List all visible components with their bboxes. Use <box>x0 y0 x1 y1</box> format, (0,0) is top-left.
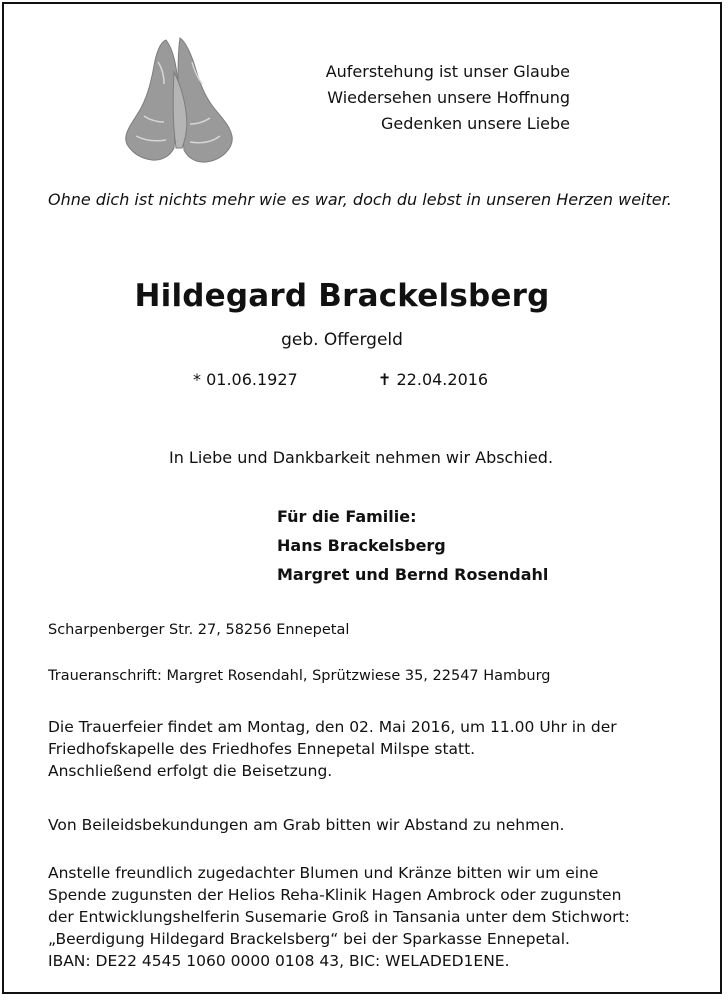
notice-frame <box>2 2 722 994</box>
family-block <box>277 502 548 589</box>
motto-line: Auferstehung ist unser Glaube <box>325 62 570 81</box>
family-member: Margret und Bernd Rosendahl <box>277 565 549 584</box>
maiden-name: geb. Offergeld <box>281 330 403 350</box>
birth-date: * 01.06.1927 <box>193 370 298 389</box>
deceased-name: Hildegard Brackelsberg <box>134 278 550 314</box>
death-date: ✝ 22.04.2016 <box>378 370 489 389</box>
ceremony-line: Die Trauerfeier findet am Montag, den 02. Mai 2016, um 11.00 Uhr in der <box>48 718 617 736</box>
praying-hands-icon <box>114 32 239 167</box>
donation-line: „Beerdigung Hildegard Brackelsberg“ bei der Sparkasse Ennepetal. <box>48 930 570 948</box>
donation-paragraph <box>48 862 630 972</box>
motto-line: Gedenken unsere Liebe <box>381 114 570 133</box>
ceremony-line: Friedhofskapelle des Friedhofes Ennepetal Milspe statt. <box>48 740 476 758</box>
donation-line: der Entwicklungshelferin Susemarie Groß in Tansania unter dem Stichwort: <box>48 908 630 926</box>
quote: Ohne dich ist nichts mehr wie es war, doch du lebst in unseren Herzen weiter. <box>48 190 672 209</box>
family-member: Hans Brackelsberg <box>277 536 446 555</box>
farewell-line: In Liebe und Dankbarkeit nehmen wir Abschied. <box>168 448 554 467</box>
ceremony-paragraph <box>48 716 617 782</box>
donation-line: Spende zugunsten der Helios Reha-Klinik Hagen Ambrock oder zugunsten <box>48 886 622 904</box>
family-heading: Für die Familie: <box>277 507 417 526</box>
mourning-address: Traueranschrift: Margret Rosendahl, Sprützwiese 35, 22547 Hamburg <box>48 668 551 684</box>
condolences-paragraph: Von Beileidsbekundungen am Grab bitten wir Abstand zu nehmen. <box>48 816 565 834</box>
home-address: Scharpenberger Str. 27, 58256 Ennepetal <box>48 622 350 638</box>
donation-line: Anstelle freundlich zugedachter Blumen und Kränze bitten wir um eine <box>48 864 599 882</box>
donation-line: IBAN: DE22 4545 1060 0000 0108 43, BIC: WELADED1ENE. <box>48 952 510 970</box>
ceremony-line: Anschließend erfolgt die Beisetzung. <box>48 762 333 780</box>
motto <box>326 59 570 137</box>
motto-line: Wiedersehen unsere Hoffnung <box>327 88 570 107</box>
